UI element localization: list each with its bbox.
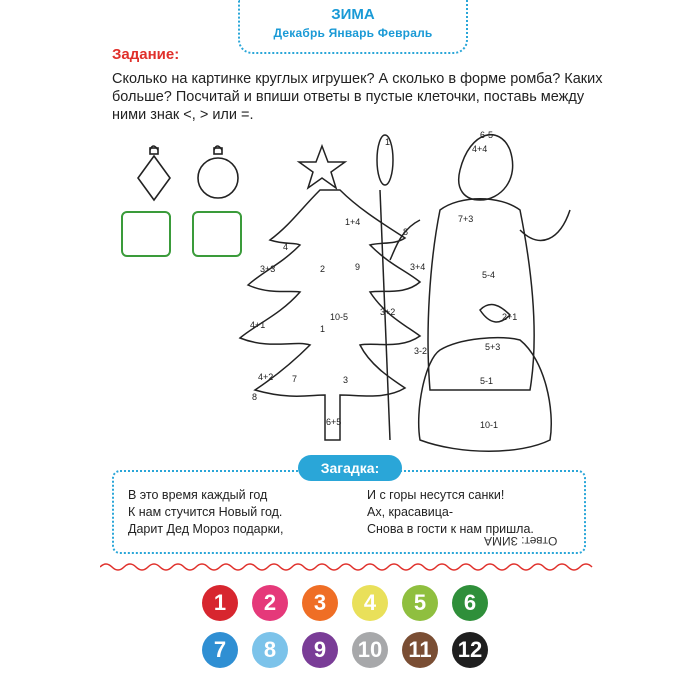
santa-label: 10-1 [480,420,499,430]
diamond-count-box[interactable] [121,211,171,257]
palette-color-6[interactable]: 6 [452,585,488,621]
task-title: Задание: [112,46,180,63]
tree-label: 3+2 [380,307,396,317]
palette-color-11[interactable]: 11 [402,632,438,668]
palette-color-8[interactable]: 8 [252,632,288,668]
riddle-line: К нам стучится Новый год. [128,505,283,519]
riddle-tag: Загадка: [298,455,402,481]
riddle-line: Ах, красавица- [367,505,454,519]
palette-color-1[interactable]: 1 [202,585,238,621]
santa-label: 4+4 [472,144,488,154]
riddle-right-column [367,487,534,538]
palette-color-4[interactable]: 4 [352,585,388,621]
palette-color-3[interactable]: 3 [302,585,338,621]
riddle-line: И с горы несутся санки! [367,488,505,502]
palette-color-5[interactable]: 5 [402,585,438,621]
santa-label: 8 [403,227,409,237]
christmas-tree [240,146,420,440]
diamond-ornament-icon [138,146,170,200]
santa-label: 5+3 [485,342,501,352]
santa-label: 7+3 [458,214,474,224]
tree-label: 4+1 [250,320,266,330]
tree-label: 1 [320,324,326,334]
palette-color-10[interactable]: 10 [352,632,388,668]
santa-label: 5-1 [480,376,494,386]
palette-color-7[interactable]: 7 [202,632,238,668]
star-icon [299,146,345,188]
riddle-answer: Ответ: ЗИМА [484,534,558,548]
tree-label: 3+3 [260,264,276,274]
santa-label: 1 [385,137,391,147]
santa-label: 3-2 [414,346,428,356]
santa-label: 5-4 [482,270,496,280]
riddle-line: Дарит Дед Мороз подарки, [128,522,284,536]
wavy-divider [100,560,600,574]
gift-sack [419,338,552,452]
tree-label: 6+5 [326,417,342,427]
santa-label: 6-5 [480,130,494,140]
tree-label: 4 [283,242,289,252]
santa-label: 2+1 [502,312,518,322]
task-text: Сколько на картинке круглых игрушек? А сколько в форме ромба? Каких больше? Посчитай и впиши ответы в пустые клеточки, поставь между ними знак <, > или =. [112,71,603,123]
tree-label: 3 [343,375,349,385]
santa-label: 3+4 [410,262,426,272]
riddle-line: В это время каждый год [128,488,268,502]
tree-label: 7 [292,374,298,384]
tree-label: 1+4 [345,217,361,227]
riddle-left-column [128,487,284,538]
season-title: ЗИМА [331,6,375,23]
tree-label: 8 [252,392,258,402]
palette-color-9[interactable]: 9 [302,632,338,668]
tree-label: 4+2 [258,372,274,382]
season-months: Декабрь Январь Февраль [273,26,433,40]
riddle-line: Снова в гости к нам пришла. [367,522,534,536]
tree-label: 2 [320,264,326,274]
palette-color-12[interactable]: 12 [452,632,488,668]
season-header [238,0,468,54]
tree-label: 10-5 [330,312,349,322]
coloring-scene [200,110,600,460]
palette-color-2[interactable]: 2 [252,585,288,621]
tree-label: 9 [355,262,361,272]
santa-claus [377,135,570,452]
